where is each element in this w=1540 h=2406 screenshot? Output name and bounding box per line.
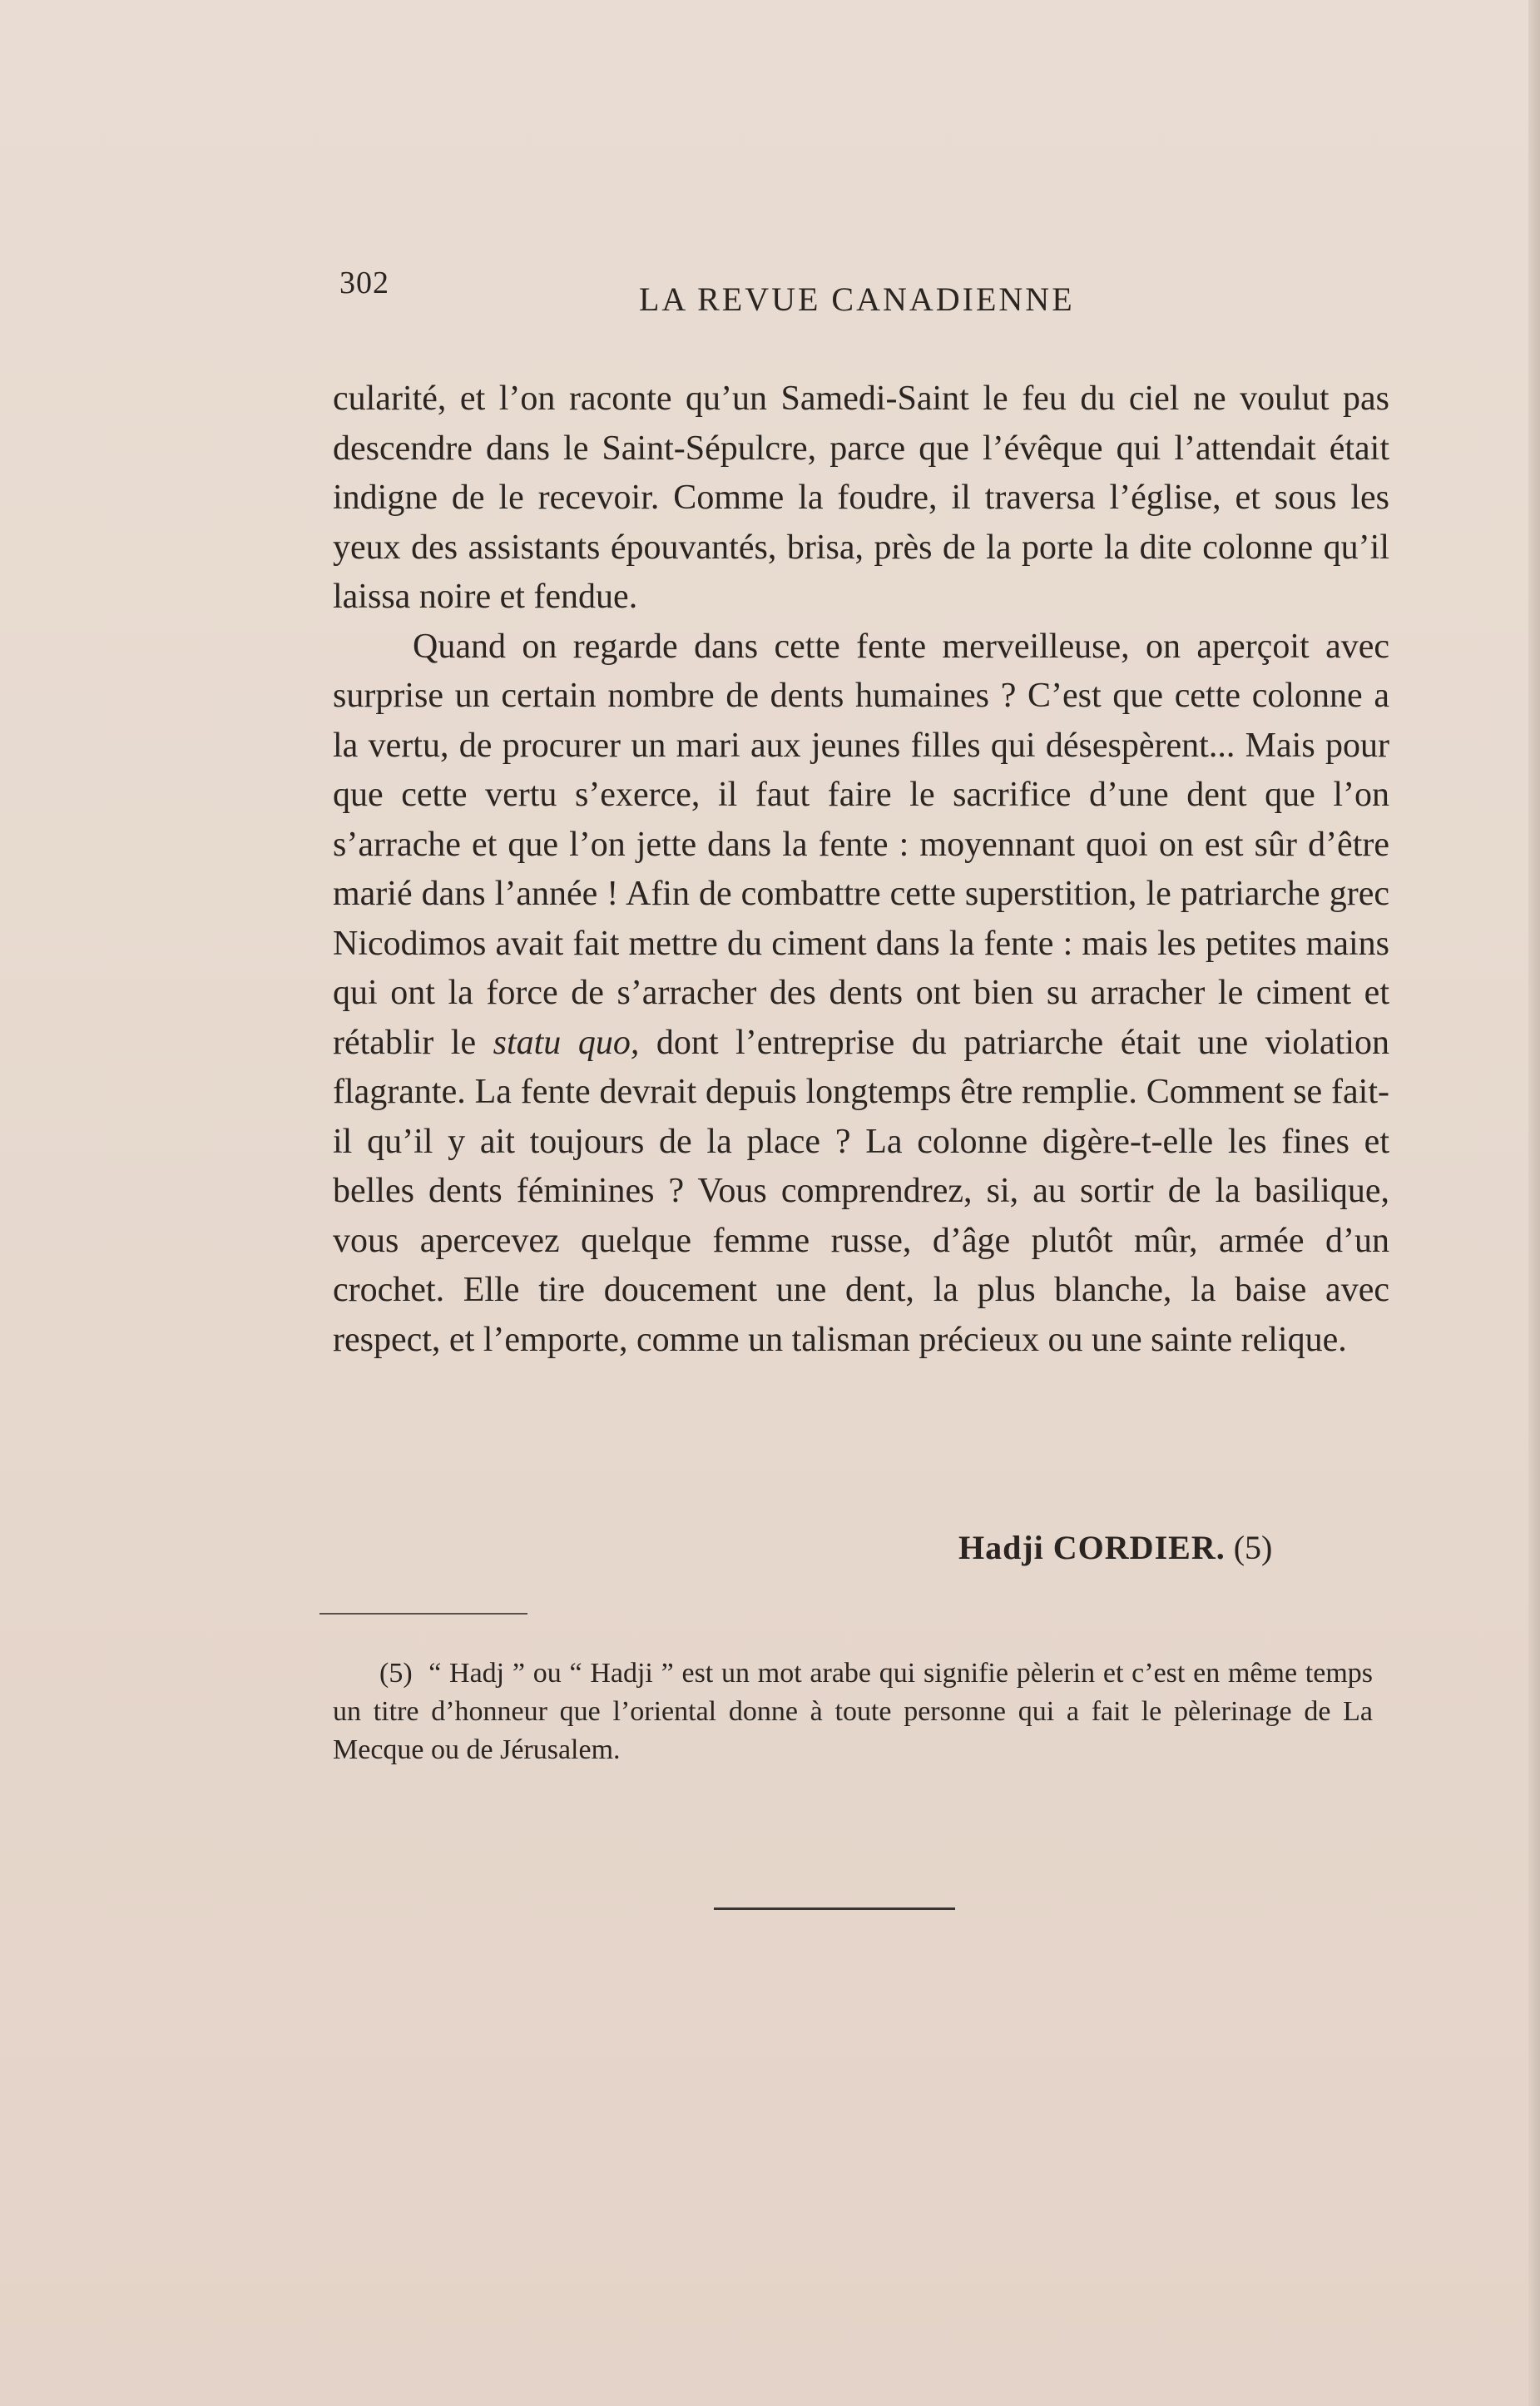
- author-signature: [958, 1528, 1272, 1567]
- paragraph-2-text-a: Quand on regarde dans cette fente merveilleuse, on aperçoit avec surprise un certain nombre de dents humaines ? C’est que cette colonne a la vertu, de procurer un mari aux jeunes filles qui désespèrent... Mais pour que cette vertu s’exerce, il faut faire le sacrifice d’une dent que l’on s’arrache et que l’on jette dans la fente : moyennant quoi on est sûr d’être marié dans l’année ! Afin de combattre cette superstition, le patriarche grec Nicodimos avait fait mettre du ciment dans la fente : mais les petites mains qui ont la force de s’arracher des dents ont bien su arracher le ciment et rétablir le: [333, 627, 1389, 1062]
- article-body: [333, 375, 1389, 1365]
- author-name: Hadji CORDIER.: [958, 1529, 1226, 1566]
- footnote-separator: [319, 1613, 527, 1615]
- latin-phrase: statu quo,: [493, 1023, 640, 1062]
- page-edge: [1528, 0, 1540, 2406]
- page-number: 302: [339, 265, 389, 300]
- paragraph-2: [333, 623, 1389, 1366]
- footnote-marker: (5): [379, 1658, 413, 1689]
- footnote-paragraph: [333, 1654, 1373, 1769]
- paragraph-2-text-b: dont l’entreprise du patriarche était une violation flagrante. La fente devrait depuis longtemps être remplie. Comment se fait-il qu’il y ait toujours de la place ? La colonne digère-t-elle les fines et belles dents féminines ? Vous comprendrez, si, au sortir de la basilique, vous apercevez quelque femme russe, d’âge plutôt mûr, armée d’un crochet. Elle tire doucement une dent, la plus blanche, la baise avec respect, et l’emporte, comme un talisman précieux ou une sainte relique.: [333, 1023, 1390, 1359]
- footnote: [333, 1654, 1373, 1769]
- running-header: [339, 265, 1379, 318]
- paragraph-1: cularité, et l’on raconte qu’un Samedi-Saint le feu du ciel ne voulut pas descendre dans le Saint-Sépulcre, parce que l’évêque qui l’attendait était indigne de le recevoir. Comme la foudre, il traversa l’église, et sous les yeux des assistants épouvantés, brisa, près de la porte la dite colonne qu’il laissa noire et fendue.: [333, 380, 1389, 616]
- end-rule: [714, 1907, 955, 1910]
- footnote-reference: (5): [1233, 1529, 1273, 1566]
- footnote-text: “ Hadj ” ou “ Hadji ” est un mot arabe qui signifie pèlerin et c’est en même temps un titre d’honneur que l’oriental donne à toute personne qui a fait le pèlerinage de La Mecque ou de Jérusalem.: [333, 1658, 1374, 1765]
- journal-title: LA REVUE CANADIENNE: [639, 280, 1075, 318]
